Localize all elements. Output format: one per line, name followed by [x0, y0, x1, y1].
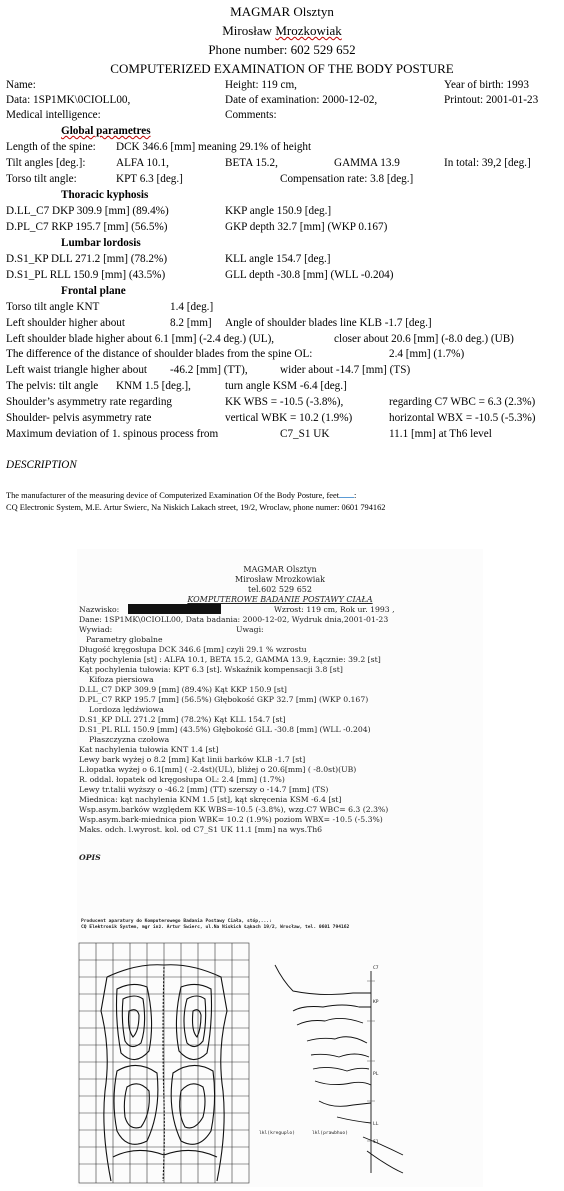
shoulder-value: 8.2 [mm]: [170, 317, 212, 329]
phone-number: Phone number: 602 529 652: [208, 42, 356, 57]
klb-value: Angle of shoulder blades line KLB -1.7 [deg.]: [225, 317, 432, 329]
scan-l6: D.S1_KP DLL 271.2 [mm] (78.2%) Kąt KLL 154.7 [st]: [79, 715, 286, 724]
year-of-birth: Year of birth: 1993: [444, 79, 529, 91]
pelvis-label: The pelvis: tilt angle: [6, 380, 99, 392]
wider-value: wider about -14.7 [mm] (TS): [280, 364, 411, 376]
scan-person: Mirosław Mrozkowiak: [235, 575, 325, 584]
lumbar-dll: D.S1_KP DLL 271.2 [mm] (78.2%): [6, 253, 168, 265]
scan-l5: D.PL_C7 RKP 195.7 [mm] (56.5%) Głębokość GKP 32.7 [mm] (WKP 0.167): [79, 695, 369, 704]
scan-opis: OPIS: [79, 853, 101, 862]
knm-value: KNM 1.5 [deg.],: [116, 380, 191, 392]
scan-l14: Wsp.asym.barków względem KK WBS=-10.5 (-3.8%), wzg.C7 WBC= 6.3 (2.3%): [79, 805, 389, 814]
ol-label: The difference of the distance of shoulder blades from the spine OL:: [6, 348, 313, 360]
description-heading: DESCRIPTION: [6, 459, 77, 471]
thoracic-dkp: D.LL_C7 DKP 309.9 [mm] (89.4%): [6, 205, 169, 217]
printout-date: Printout: 2001-01-23: [444, 94, 539, 106]
label-s1: S1: [373, 1140, 379, 1145]
scan-nazwisko: Nazwisko:: [79, 605, 120, 614]
knt-label: Torso tilt angle KNT: [6, 301, 100, 313]
scan-param: Parametry globalne: [86, 635, 163, 644]
scan-l7: D.S1_PL RLL 150.9 [mm] (43.5%) Głębokość GLL -30.8 [mm] (WLL -0.204): [79, 725, 371, 734]
sagittal-profile-chart: [263, 941, 483, 1185]
comments-label: Comments:: [225, 109, 277, 121]
scan-kifoza: Kifoza piersiowa: [89, 675, 154, 684]
person-name: [0, 22, 564, 39]
compensation-value: Compensation rate: 3.8 [deg.]: [280, 173, 414, 185]
scan-title-text: KOMPUTEROWE BADANIE POSTAWY CIAŁA: [187, 595, 373, 604]
name-label: Name:: [6, 79, 36, 91]
scan-l3: Kąt pochylenia tułowia: KPT 6.3 [st]. Wskaźnik kompensacji 3.8 [st]: [79, 665, 343, 674]
label-pl: PL: [373, 1072, 379, 1077]
c7-wbc-value: regarding C7 WBC = 6.3 (2.3%): [389, 396, 536, 408]
scan-lordoza: Lordoza lędźwiowa: [89, 705, 164, 714]
data-id: Data: 1SP1MK\0CIOLL00,: [6, 94, 131, 106]
profile-lines: [275, 965, 403, 1173]
thoracic-gkp: GKP depth 32.7 [mm] (WKP 0.167): [225, 221, 388, 233]
lumbar-rll: D.S1_PL RLL 150.9 [mm] (43.5%): [6, 269, 166, 281]
scan-l8: Kat nachylenia tułowia KNT 1.4 [st]: [79, 745, 219, 754]
ksm-value: turn angle KSM -6.4 [deg.]: [225, 380, 347, 392]
spine-value: DCK 346.6 [mm] meaning 29.1% of height: [116, 141, 312, 153]
closer-value: closer about 20.6 [mm] (-8.0 deg.) (UB): [334, 333, 514, 345]
manufacturer-colon: :: [354, 491, 357, 500]
maxdev-label: Maximum deviation of 1. spinous process from: [6, 428, 219, 440]
manufacturer-line-1: [6, 490, 356, 501]
tilt-label: Tilt angles [deg.]:: [6, 157, 86, 169]
scan-wzrost: Wzrost: 119 cm, Rok ur. 1993 ,: [274, 605, 395, 614]
person-name-text: Mirosław Mrozkowiak: [222, 23, 342, 38]
spine-label: Length of the spine:: [6, 141, 96, 153]
thoracic-heading: Thoracic kyphosis: [61, 189, 149, 201]
scan-l13: Miednica: kąt nachylenia KNM 1.5 [st], kąt skręcenia KSM -6.4 [st]: [79, 795, 342, 804]
waist-label: Left waist triangle higher about: [6, 364, 148, 376]
scan-wywiad: Wywiad:: [79, 625, 113, 634]
label-lkl-left: lkl(kreguplo): [259, 1131, 295, 1136]
alfa-value: ALFA 10.1,: [116, 157, 169, 169]
lumbar-heading: Lumbar lordosis: [61, 237, 141, 249]
lumbar-gll: GLL depth -30.8 [mm] (WLL -0.204): [225, 269, 394, 281]
shoulder-label: Left shoulder higher about: [6, 317, 125, 329]
knt-value: 1.4 [deg.]: [170, 301, 214, 313]
scan-l10: L.łopatka wyżej o 6.1[mm] ( -2.4st)(UL), bliżej o 20.6[mm] ( -8.0st)(UB): [79, 765, 357, 774]
kk-wbs-value: KK WBS = -10.5 (-3.8%),: [225, 396, 344, 408]
shoulder-asym-label: Shoulder’s asymmetry rate regarding: [6, 396, 173, 408]
total-value: In total: 39,2 [deg.]: [444, 157, 531, 169]
moire-back-map: [77, 941, 257, 1185]
company-name: MAGMAR Olsztyn: [230, 4, 334, 19]
thoracic-kkp: KKP angle 150.9 [deg.]: [225, 205, 332, 217]
gamma-value: GAMMA 13.9: [334, 157, 400, 169]
global-heading-text: Global parametres: [61, 125, 151, 137]
waist-value: -46.2 [mm] (TT),: [170, 364, 248, 376]
manufacturer-line-2: CQ Electronic System, M.E. Artur Swierc, Na Niskich Lakach street, 19/2, Wroclaw, phone numer: 0601 794162: [6, 503, 386, 512]
wbk-value: vertical WBK = 10.2 (1.9%): [225, 412, 353, 424]
thoracic-rkp: D.PL_C7 RKP 195.7 [mm] (56.5%): [6, 221, 168, 233]
label-ll: LL: [373, 1122, 379, 1127]
pelvis-asym-label: Shoulder- pelvis asymmetry rate: [6, 412, 152, 424]
label-kp: KP: [373, 1000, 379, 1005]
scan-company: MAGMAR Olsztyn: [243, 565, 317, 574]
c7s1-label: C7_S1 UK: [280, 428, 330, 440]
scan-l12: Lewy tr.talii wyższy o -46.2 [mm] (TT) szerszy o -14.7 [mm] (TS): [79, 785, 329, 794]
height-value: Height: 119 cm,: [225, 79, 297, 91]
label-lkl-right: lkl(prawbhuo): [312, 1131, 348, 1136]
ol-value: 2.4 [mm] (1.7%): [389, 348, 465, 360]
exam-date: Date of examination: 2000-12-02,: [225, 94, 378, 106]
scan-l4: D.LL_C7 DKP 309.9 [mm] (89.4%) Kąt KKP 150.9 [st]: [79, 685, 287, 694]
frontal-heading: Frontal plane: [61, 285, 126, 297]
scan-dane: Dane: 1SP1MK\0CIOLL00, Data badania: 2000-12-02, Wydruk dnia,2001-01-23: [79, 615, 389, 624]
label-c7: C7: [373, 966, 379, 971]
maxdev-value: 11.1 [mm] at Th6 level: [389, 428, 492, 440]
scan-l16: Maks. odch. l.wyrost. kol. od C7_S1 UK 11.1 [mm] na wys.Th6: [79, 825, 323, 834]
wbx-value: horizontal WBX = -10.5 (-5.3%): [389, 412, 536, 424]
medical-label: Medical intelligence:: [6, 109, 101, 121]
scan-l15: Wsp.asym.bark-miednica pion WBK= 10.2 (1.9%) poziom WBX= -10.5 (-5.3%): [79, 815, 383, 824]
scan-l11: R. oddal. łopatek od kręgosłupa OL: 2.4 [mm] (1.7%): [79, 775, 285, 784]
lumbar-kll: KLL angle 154.7 [deg.]: [225, 253, 331, 265]
scan-l2: Kąty pochylenia [st] : ALFA 10.1, BETA 15.2, GAMMA 13.9, Łącznie: 39.2 [st]: [79, 655, 381, 664]
scan-redaction-bar: [128, 604, 221, 614]
kpt-value: KPT 6.3 [deg.]: [116, 173, 183, 185]
torso-label: Torso tilt angle:: [6, 173, 77, 185]
blade-value: Left shoulder blade higher about 6.1 [mm] (-2.4 deg.) (UL),: [6, 333, 275, 345]
scan-producer-2: CQ Elektronik System, mgr inż. Artur Swierc, ul.Na Niskich Łąkach 19/2, Wrocław, tel. 0601 794162: [81, 925, 350, 930]
beta-value: BETA 15.2,: [225, 157, 278, 169]
scan-plaszczyzna: Płaszczyzna czołowa: [89, 735, 170, 744]
page-title: COMPUTERIZED EXAMINATION OF THE BODY POSTURE: [110, 61, 454, 76]
scanned-original-page: [77, 549, 483, 1187]
scan-producer-1: Producent aparatury do Komputerowego Badania Postawy Ciała, stóp,...:: [81, 919, 272, 924]
manufacturer-line-1-text: The manufacturer of the measuring device of Computerized Examination Of the Body Posture, feet: [6, 491, 340, 500]
scan-l1: Długość kręgosłupa DCK 346.6 [mm] czyli 29.1 % wzrostu: [79, 645, 307, 654]
global-heading: [61, 124, 151, 139]
scan-uwagi: Uwagi:: [236, 625, 264, 634]
scan-phone: tel.602 529 652: [248, 585, 312, 594]
scan-l9: Lewy bark wyżej o 8.2 [mm] Kąt linii barków KLB -1.7 [st]: [79, 755, 306, 764]
